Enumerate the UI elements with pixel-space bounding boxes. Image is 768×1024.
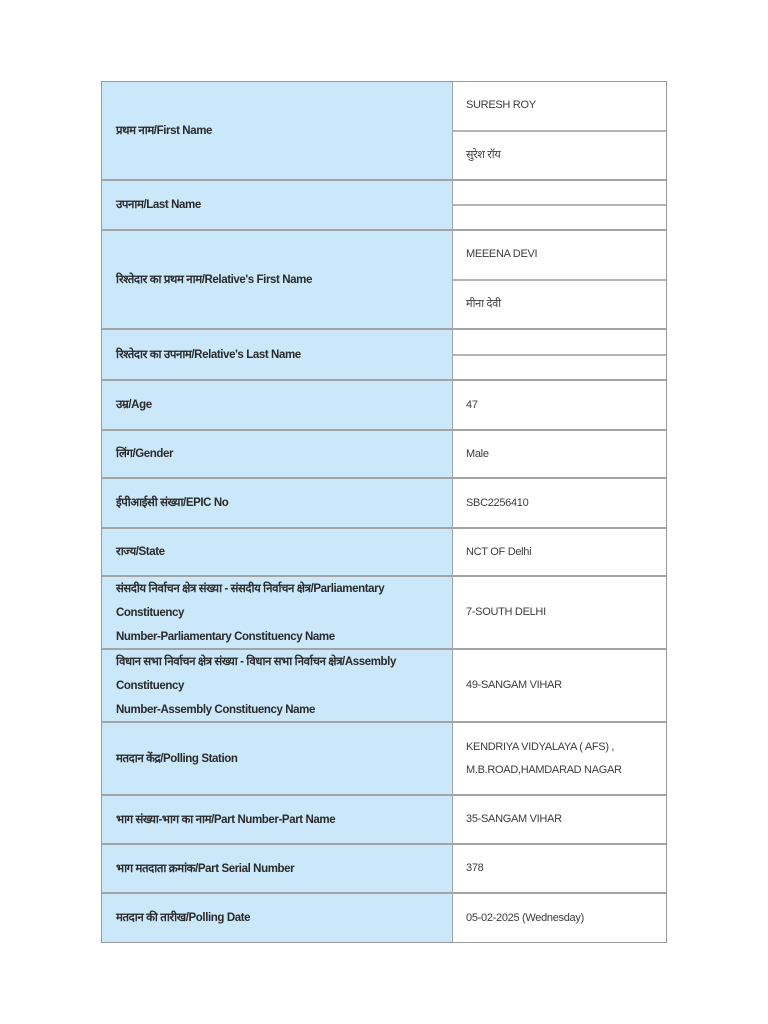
value-relative-last-name bbox=[453, 330, 666, 379]
row-first-name bbox=[102, 82, 666, 181]
row-part-serial-number bbox=[102, 845, 666, 894]
value-parliamentary-constituency: 7-SOUTH DELHI bbox=[466, 606, 546, 618]
value-age: 47 bbox=[466, 398, 478, 411]
value-relative-first-name bbox=[453, 231, 666, 328]
value-polling-date: 05-02-2025 (Wednesday) bbox=[466, 911, 584, 924]
label-age: उम्र/Age bbox=[102, 381, 453, 429]
label-last-name: उपनाम/Last Name bbox=[102, 181, 453, 229]
label-parliamentary-constituency-line2: Number-Parliamentary Constituency Name bbox=[116, 630, 335, 643]
row-state bbox=[102, 529, 666, 577]
value-assembly-constituency: 49-SANGAM VIHAR bbox=[466, 679, 562, 691]
label-assembly-constituency-line1: विधान सभा निर्वाचन क्षेत्र संख्या - विधान सभा निर्वाचन क्षेत्र/Assembly Constituency bbox=[116, 655, 396, 692]
label-assembly-constituency-line2: Number-Assembly Constituency Name bbox=[116, 703, 315, 716]
value-part-number: 35-SANGAM VIHAR bbox=[466, 813, 562, 825]
label-polling-station: मतदान केंद्र/Polling Station bbox=[102, 723, 453, 794]
label-part-number: भाग संख्या-भाग का नाम/Part Number-Part Name bbox=[102, 796, 453, 843]
value-part-number-cell bbox=[453, 796, 666, 843]
value-parliamentary-constituency-cell bbox=[453, 577, 666, 648]
relative-first-name-hindi: मीना देवी bbox=[453, 279, 666, 329]
value-gender: Male bbox=[466, 447, 489, 460]
label-first-name: प्रथम नाम/First Name bbox=[102, 82, 453, 179]
row-polling-date bbox=[102, 894, 666, 942]
label-relative-last-name: रिश्तेदार का उपनाम/Relative's Last Name bbox=[102, 330, 453, 379]
label-relative-first-name: रिश्तेदार का प्रथम नाम/Relative's First Name bbox=[102, 231, 453, 328]
value-age-cell bbox=[453, 381, 666, 429]
label-parliamentary-constituency-line1: संसदीय निर्वाचन क्षेत्र संख्या - संसदीय निर्वाचन क्षेत्र/Parliamentary Constituency bbox=[116, 582, 385, 619]
row-polling-station bbox=[102, 723, 666, 796]
last-name-english bbox=[453, 181, 666, 204]
row-assembly-constituency bbox=[102, 650, 666, 723]
label-assembly-constituency bbox=[102, 650, 453, 721]
row-relative-first-name bbox=[102, 231, 666, 330]
value-gender-cell bbox=[453, 431, 666, 477]
row-gender bbox=[102, 431, 666, 479]
value-epic-no-cell bbox=[453, 479, 666, 527]
row-parliamentary-constituency bbox=[102, 577, 666, 650]
value-polling-station bbox=[453, 723, 666, 794]
last-name-hindi bbox=[453, 204, 666, 229]
value-epic-no: SBC2256410 bbox=[466, 496, 529, 509]
label-epic-no: ईपीआईसी संख्या/EPIC No bbox=[102, 479, 453, 527]
value-first-name bbox=[453, 82, 666, 179]
first-name-english: SURESH ROY bbox=[466, 99, 536, 112]
value-assembly-constituency-cell bbox=[453, 650, 666, 721]
value-last-name bbox=[453, 181, 666, 229]
relative-first-name-english: MEEENA DEVI bbox=[466, 248, 538, 261]
label-part-serial-number: भाग मतदाता क्रमांक/Part Serial Number bbox=[102, 845, 453, 892]
value-part-serial-number-cell bbox=[453, 845, 666, 892]
value-state-cell bbox=[453, 529, 666, 575]
polling-station-line2: M.B.ROAD,HAMDARAD NAGAR bbox=[466, 763, 622, 776]
relative-last-name-hindi bbox=[453, 354, 666, 380]
relative-last-name-english bbox=[453, 330, 666, 354]
label-gender: लिंग/Gender bbox=[102, 431, 453, 477]
label-polling-date: मतदान की तारीख/Polling Date bbox=[102, 894, 453, 942]
row-last-name bbox=[102, 181, 666, 231]
voter-details-table bbox=[101, 81, 667, 943]
polling-station-line1: KENDRIYA VIDYALAYA ( AFS) , bbox=[466, 740, 615, 753]
label-parliamentary-constituency bbox=[102, 577, 453, 648]
value-polling-station-cell bbox=[453, 723, 666, 794]
value-polling-date-cell bbox=[453, 894, 666, 942]
row-relative-last-name bbox=[102, 330, 666, 381]
value-part-serial-number: 378 bbox=[466, 862, 484, 874]
first-name-hindi: सुरेश रॉय bbox=[453, 130, 666, 180]
row-age bbox=[102, 381, 666, 431]
row-part-number bbox=[102, 796, 666, 845]
value-state: NCT OF Delhi bbox=[466, 545, 532, 558]
row-epic-no bbox=[102, 479, 666, 529]
label-state: राज्य/State bbox=[102, 529, 453, 575]
